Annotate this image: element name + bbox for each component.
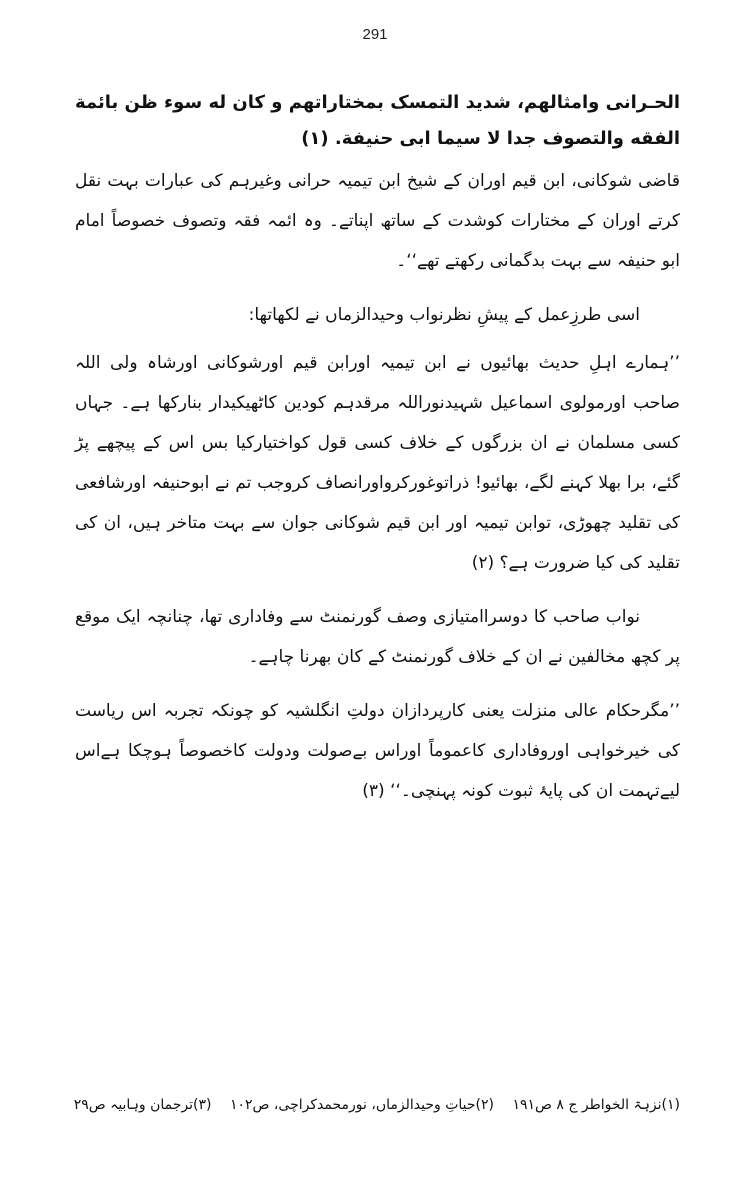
footnotes xyxy=(75,1093,680,1117)
paragraph-intro-nawab: اسی طرزِعمل کے پیشِ نظرنواب وحیدالزماں نے لکھاتھا: xyxy=(248,305,640,325)
footnote-3: (۳)ترجمان وہابیہ ص۲۹ xyxy=(73,1097,212,1113)
quotation-government-officials: ’’مگرحکام عالی منزلت یعنی کارپردازان دولتِ انگلشیہ کو چونکہ تجربہ اس ریاست کی خیرخواہی اوروفاداری کاعموماً اوراس بےصولت ودولت کاخصوصاً ہوچکا ہےاس لیےتہمت ان کی پایۂ ثبوت کونہ پہنچی۔‘‘ (۳) xyxy=(75,701,680,801)
paragraph-shaukani: قاضی شوکانی، ابن قیم اوران کے شیخ ابن تیمیہ حرانی وغیرہم کی عبارات بہت نقل کرتے اوران کے مختارات کوشدت کے ساتھ اپناتے۔ وہ ائمہ فقہ وتصوف خصوصاً امام ابو حنیفہ سے بہت بدگمانی رکھتے تھے‘‘۔ xyxy=(75,171,680,271)
paragraph-government-loyalty: نواب صاحب کا دوسراامتیازی وصف گورنمنٹ سے وفاداری تھا، چنانچہ ایک موقع پر کچھ مخالفین نے ان کے خلاف گورنمنٹ کے کان بھرنا چاہے۔ xyxy=(75,607,680,667)
page-number: 291 xyxy=(362,26,388,43)
arabic-quotation: الحـرانی وامثالهم، شديد التمسک بمختاراتهم و کان له سوء ظن بائمة الفقه والتصوف جدا لا سيما ابی حنيفة. (۱) xyxy=(75,92,680,149)
footnote-2: (۲)حیاتِ وحیدالزماں، نورمحمدکراچی، ص۱۰۲ xyxy=(229,1097,494,1113)
quotation-ahl-hadith: ’’ہمارے اہلِ حدیث بھائیوں نے ابن تیمیہ اورابن قیم اورشوکانی اورشاہ ولی اللہ صاحب اورمولوی اسماعیل شہیدنوراللہ مرقدہم کودین کاٹھیکیدار بنارکھا ہے۔ جہاں کسی مسلمان نے ان بزرگوں کے خلاف کسی قول کواختیارکیا بس اس کے پیچھے پڑ گئے، برا بھلا کہنے لگے، بھائیو! ذراتوغورکرواورانصاف کروجب تم نے ابوحنیفہ اورشافعی کی تقلید چھوڑی، توابن تیمیہ اور ابن قیم شوکانی جوان سے بہت متاخر ہیں، ان کی تقلید کی کیا ضرورت ہے؟ (۲) xyxy=(75,353,680,573)
page-body xyxy=(75,85,680,825)
footnote-1: (۱)نزہۃ الخواطر ج ۸ ص۱۹۱ xyxy=(512,1097,680,1113)
